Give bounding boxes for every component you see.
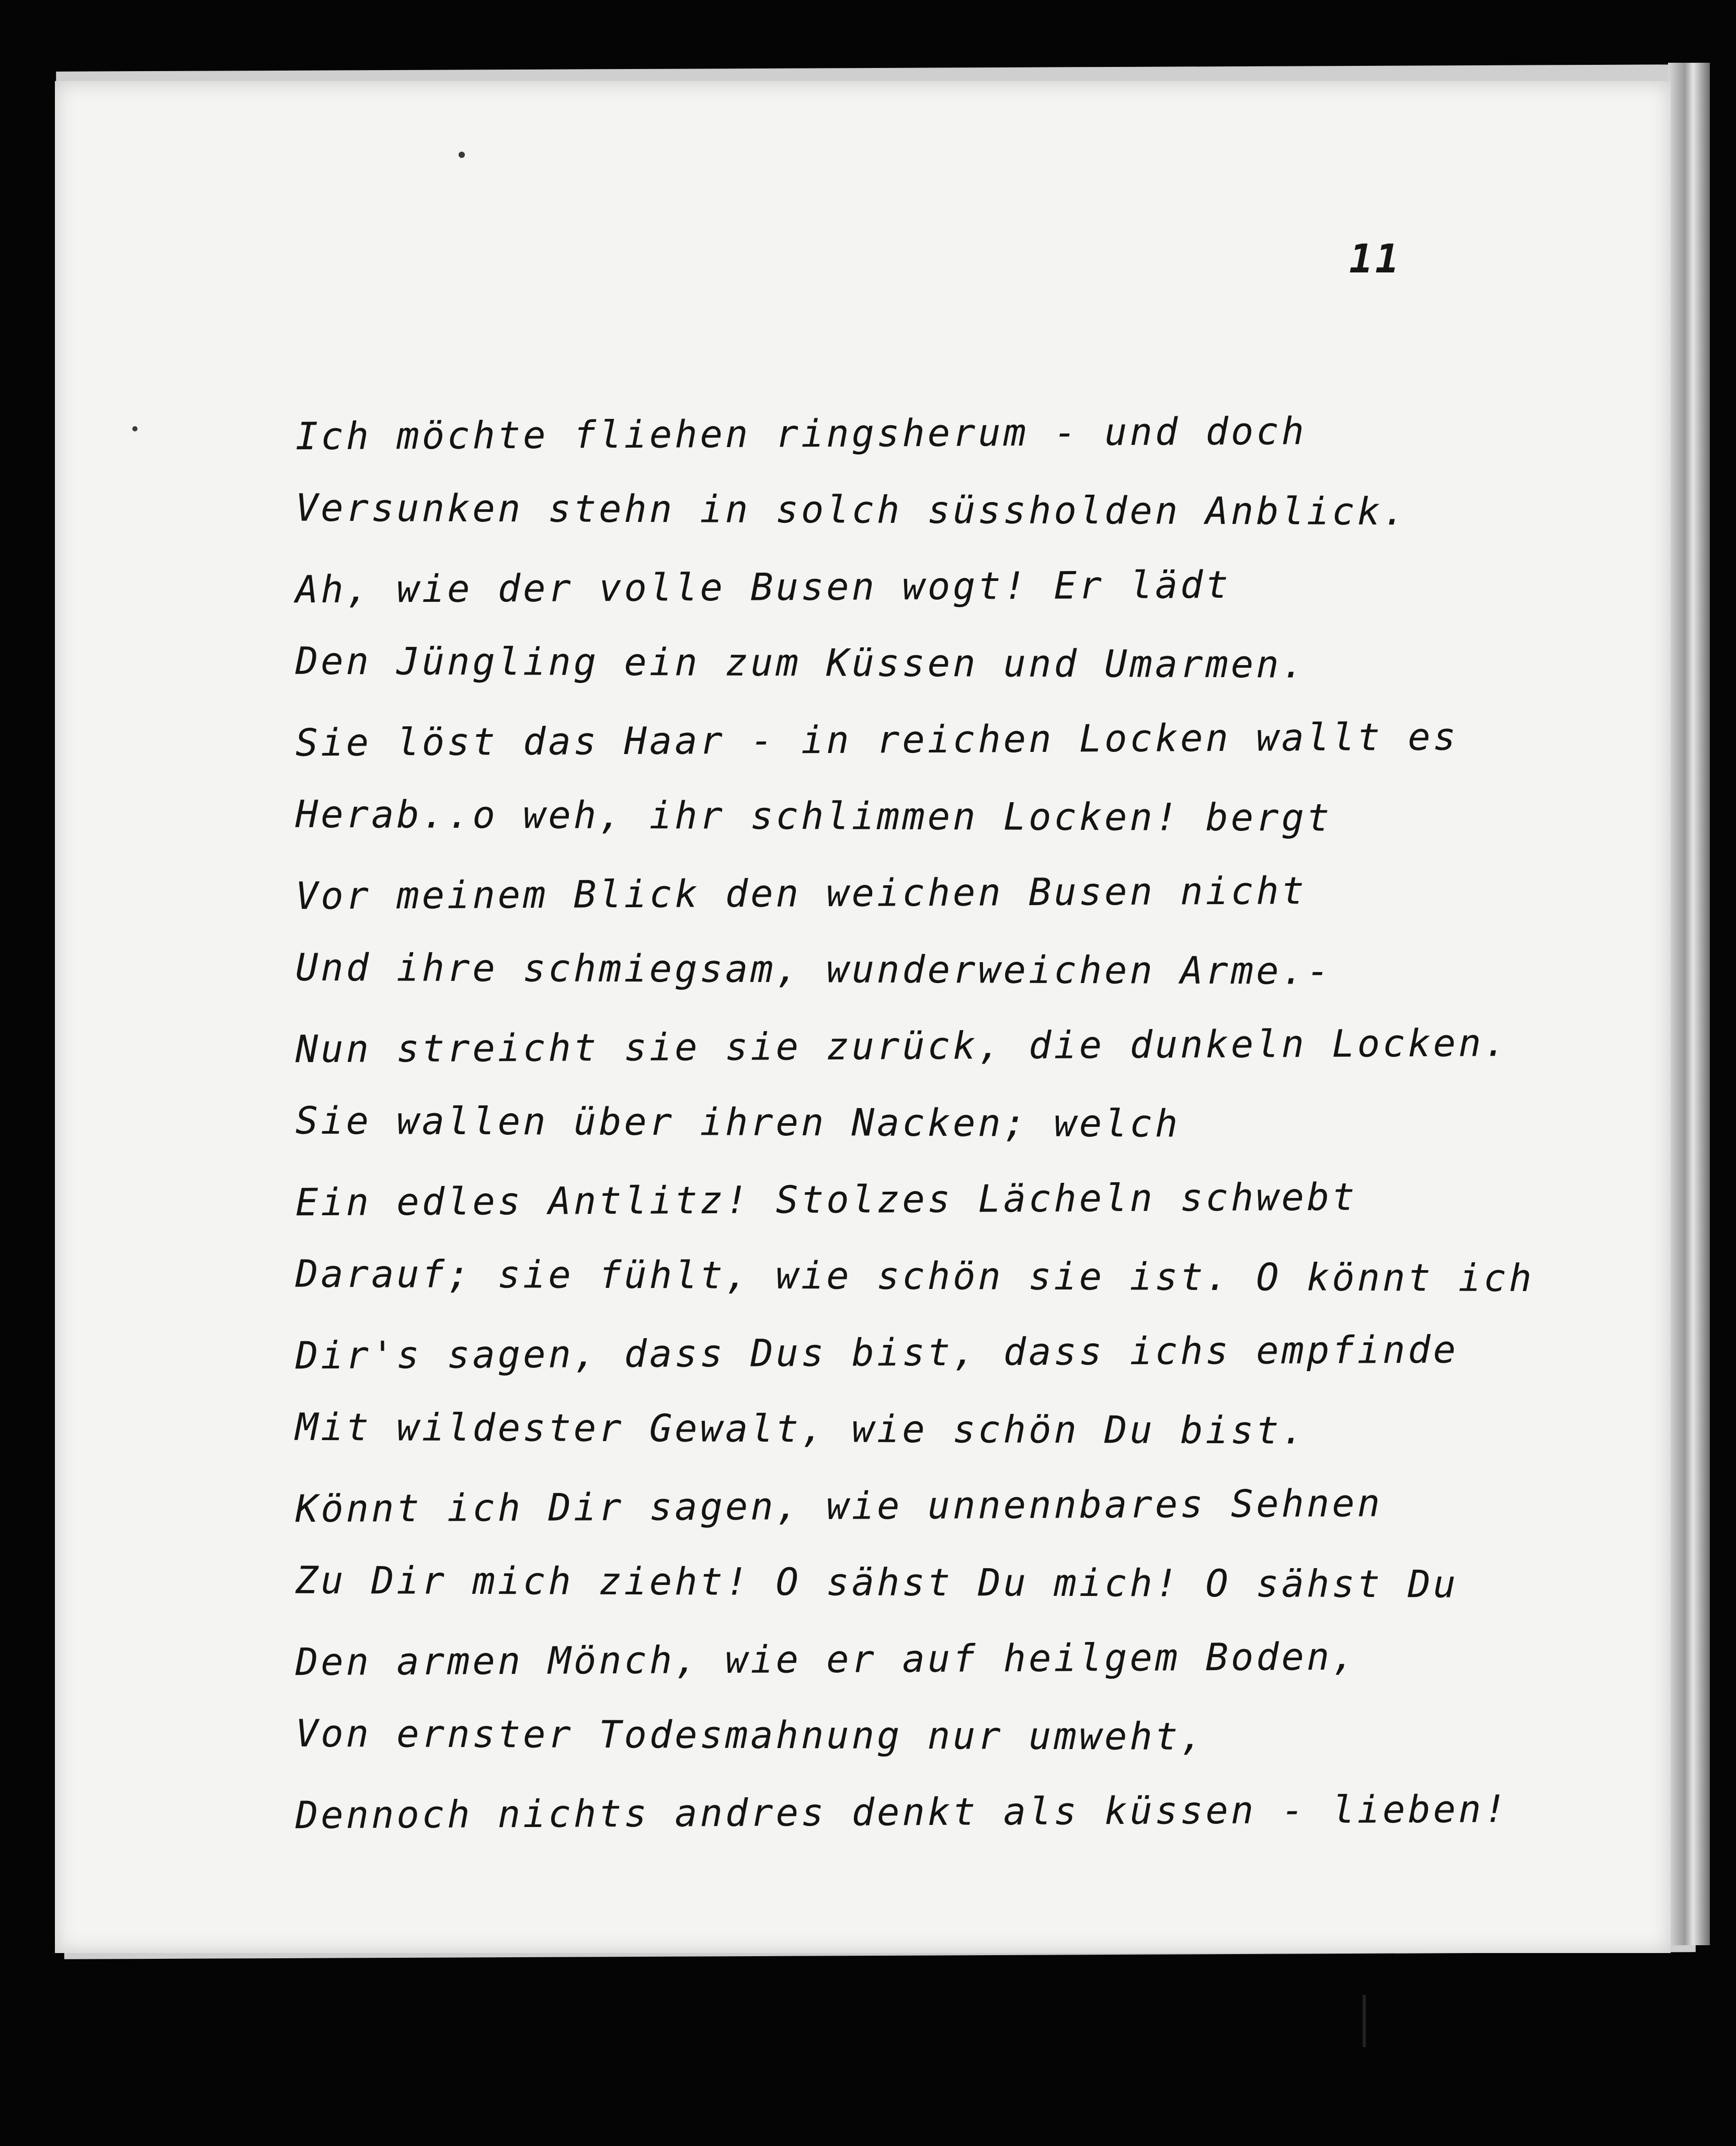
text-line: Darauf; sie fühlt, wie schön sie ist. O könnt ich — [295, 1251, 1535, 1300]
poem-text — [295, 395, 1550, 1851]
text-line: Sie löst das Haar - in reichen Locken wallt es — [295, 714, 1459, 765]
text-line: Dir's sagen, dass Dus bist, dass ichs empfinde — [295, 1327, 1459, 1378]
text-line: Herab..o weh, ihr schlimmen Locken! bergt — [295, 792, 1332, 840]
text-line: Versunken stehn in solch süssholden Anblick. — [295, 485, 1408, 533]
page-number: 11 — [1349, 235, 1401, 282]
text-line: Den armen Mönch, wie er auf heilgem Boden, — [295, 1634, 1357, 1684]
ink-speck — [459, 152, 465, 158]
text-line: Mit wildester Gewalt, wie schön Du bist. — [295, 1405, 1307, 1453]
text-line: Nun streicht sie sie zurück, die dunkeln Locken. — [295, 1021, 1509, 1071]
page-stack-side — [1668, 63, 1710, 1945]
text-line: Vor meinem Blick den weichen Busen nicht — [295, 869, 1307, 918]
text-line: Könnt ich Dir sagen, wie unnennbares Sehnen — [295, 1481, 1383, 1531]
margin-mark — [1363, 1995, 1366, 2047]
text-line: Und ihre schmiegsam, wunderweichen Arme.- — [295, 945, 1332, 993]
text-line: Den Jüngling ein zum Küssen und Umarmen. — [295, 638, 1307, 687]
text-line: Dennoch nichts andres denkt als küssen - lieben! — [295, 1787, 1509, 1837]
text-line: Ah, wie der volle Busen wogt! Er lädt — [295, 562, 1231, 612]
text-line: Sie wallen über ihren Nacken; welch — [295, 1098, 1181, 1146]
text-line: Ein edles Antlitz! Stolzes Lächeln schwebt — [295, 1174, 1357, 1225]
text-line: Zu Dir mich zieht! O sähst Du mich! O sähst Du — [295, 1558, 1459, 1606]
text-line: Von ernster Todesmahnung nur umweht, — [295, 1711, 1206, 1759]
text-line: Ich möchte fliehen ringsherum - und doch — [295, 409, 1307, 459]
ink-speck — [132, 426, 138, 431]
